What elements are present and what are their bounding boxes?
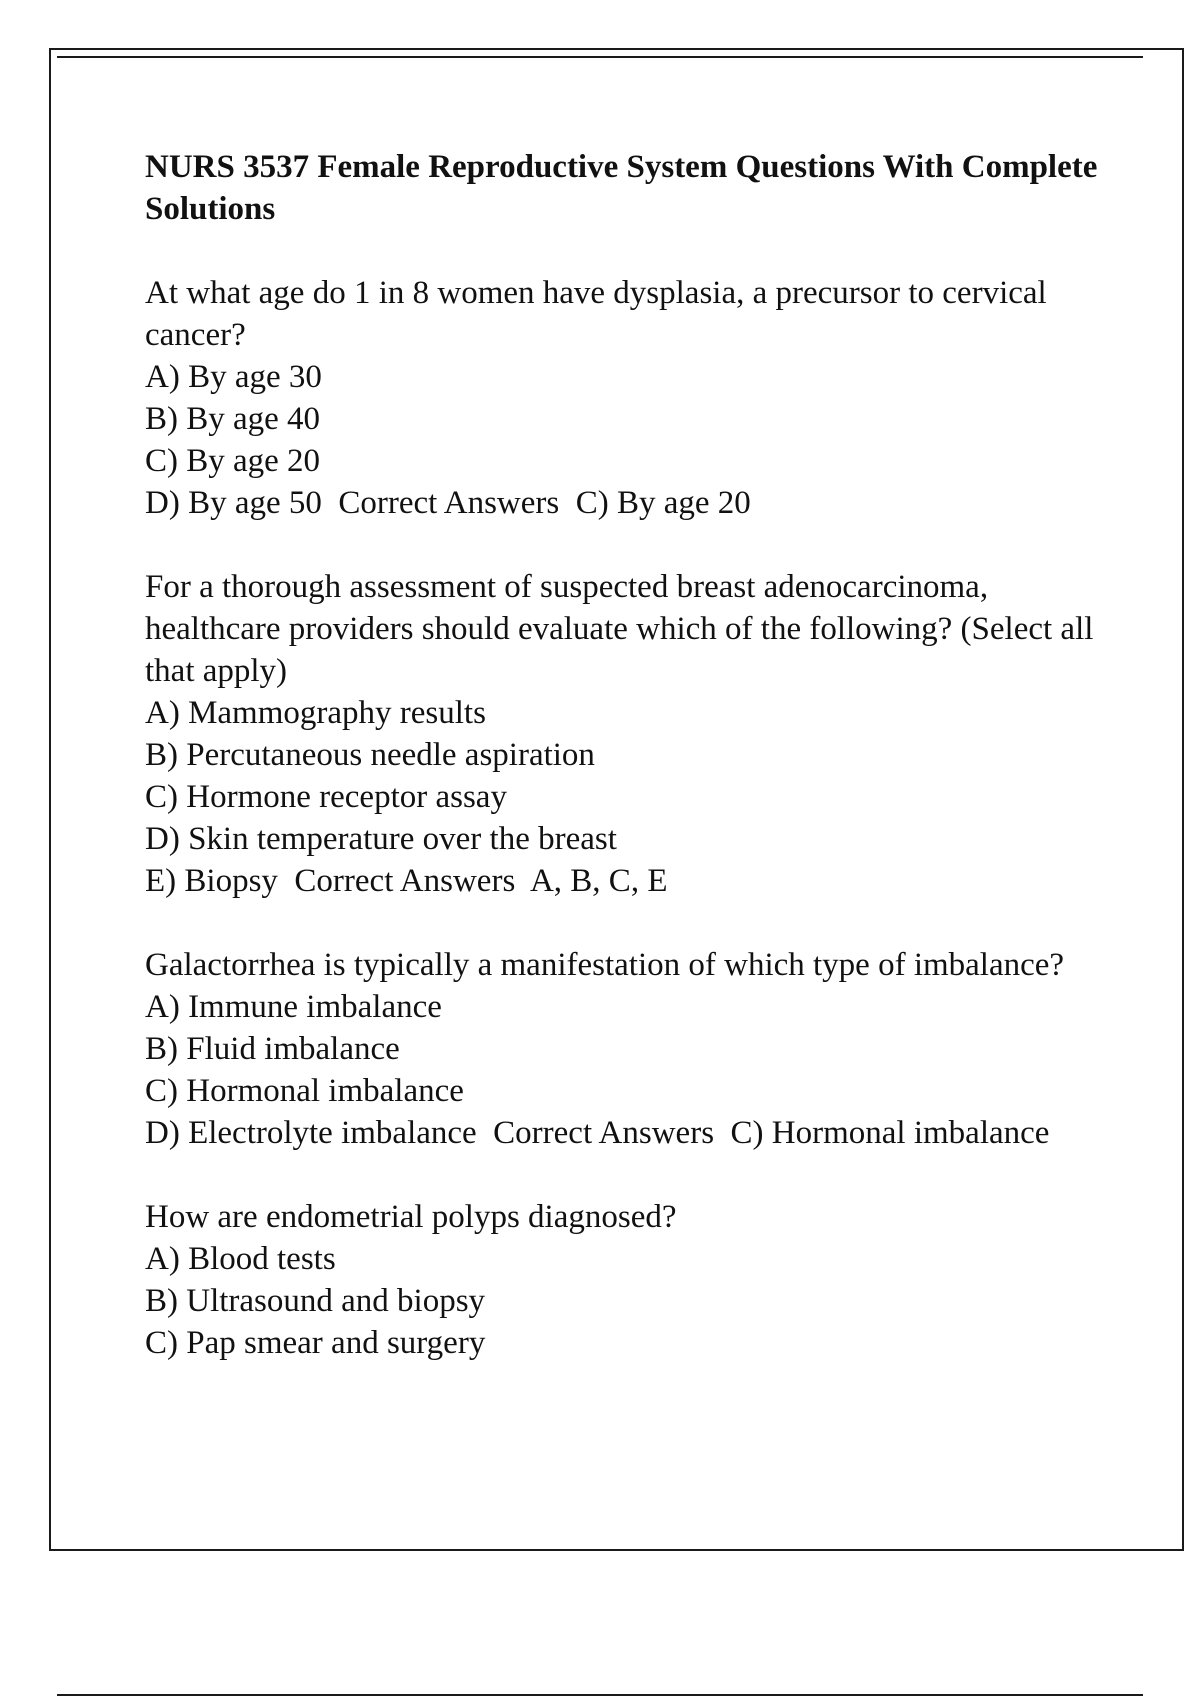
question-1: [145, 272, 1105, 524]
question-stem: Galactorrhea is typically a manifestation of which type of imbalance?: [145, 947, 1065, 983]
answer-option-with-correct-answer: D) By age 50 Correct Answers C) By age 20: [145, 485, 751, 521]
document-body: [145, 146, 1105, 1406]
answer-option-with-correct-answer: E) Biopsy Correct Answers A, B, C, E: [145, 863, 668, 899]
question-2: [145, 566, 1105, 902]
answer-option: C) Hormone receptor assay: [145, 779, 507, 815]
footer-rule: [57, 1694, 1143, 1696]
answer-option: C) Hormonal imbalance: [145, 1073, 464, 1109]
question-3: [145, 944, 1105, 1154]
answer-option: B) Ultrasound and biopsy: [145, 1283, 486, 1319]
answer-option: C) By age 20: [145, 443, 321, 479]
answer-option: B) Fluid imbalance: [145, 1031, 400, 1067]
question-stem: How are endometrial polyps diagnosed?: [145, 1199, 677, 1235]
question-stem: At what age do 1 in 8 women have dysplasia, a precursor to cervical cancer?: [145, 275, 1055, 353]
answer-option: D) Skin temperature over the breast: [145, 821, 617, 857]
answer-option: B) Percutaneous needle aspiration: [145, 737, 595, 773]
answer-option: A) By age 30: [145, 359, 322, 395]
question-stem: For a thorough assessment of suspected breast adenocarcinoma, healthcare providers should evaluate which of the following? (Select all that apply): [145, 569, 1102, 689]
question-4: [145, 1196, 1105, 1364]
answer-option: C) Pap smear and surgery: [145, 1325, 486, 1361]
page-title: NURS 3537 Female Reproductive System Questions With Complete Solutions: [145, 149, 1098, 227]
answer-option: A) Immune imbalance: [145, 989, 442, 1025]
answer-option: B) By age 40: [145, 401, 321, 437]
answer-option: A) Blood tests: [145, 1241, 336, 1277]
answer-option: A) Mammography results: [145, 695, 486, 731]
header-rule: [57, 56, 1143, 58]
answer-option-with-correct-answer: D) Electrolyte imbalance Correct Answers C) Hormonal imbalance: [145, 1115, 1050, 1151]
